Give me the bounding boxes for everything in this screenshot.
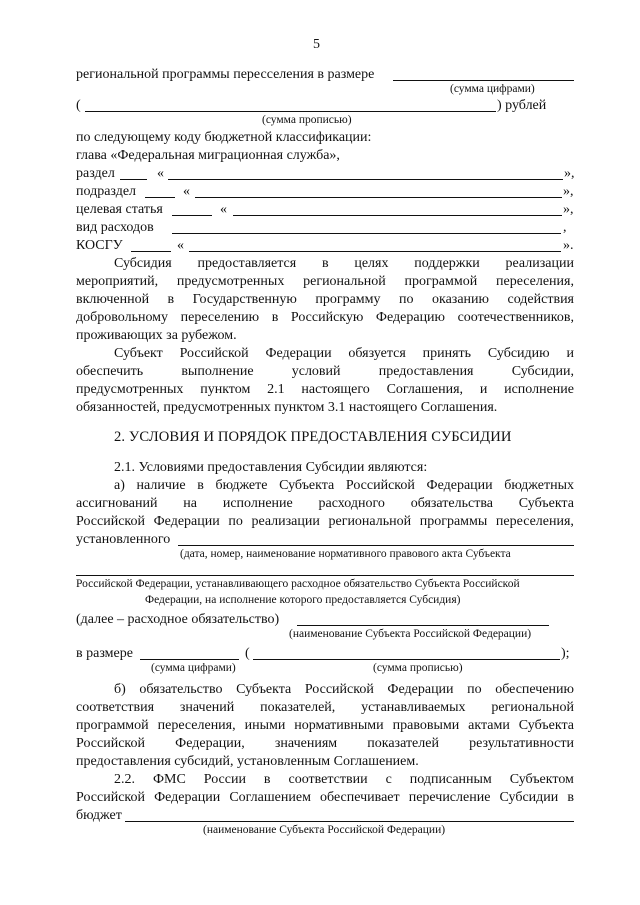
kosgu-label: КОСГУ	[76, 238, 123, 253]
section-2-title: 2. УСЛОВИЯ И ПОРЯДОК ПРЕДОСТАВЛЕНИЯ СУБСИДИИ	[114, 429, 512, 445]
s21-a-line-1: а) наличие в бюджете Субъекта Российской Федерации бюджетных	[114, 478, 574, 493]
s21-b-line-3: программой переселения, иными нормативными правовыми актами Субъекта	[76, 718, 574, 733]
legal-act-field[interactable]	[178, 545, 574, 546]
obligation-line-2: обеспечить выполнение условий предоставления Субсидии,	[76, 364, 574, 379]
amount-digits-hint: (сумма цифрами)	[450, 83, 535, 95]
obligation-line-1: Субъект Российской Федерации обязуется принять Субсидию и	[114, 346, 574, 361]
podrazdel-quote-close: »,	[563, 184, 574, 199]
tselevaya-label: целевая статья	[76, 202, 163, 217]
further-obligation-text: (далее – расходное обязательство)	[76, 612, 280, 627]
subject-name-field[interactable]	[297, 625, 549, 626]
budget-subject-hint: (наименование Субъекта Российской Федерации)	[203, 824, 446, 836]
tselevaya-code-field[interactable]	[172, 215, 212, 216]
established-label: установленного	[76, 532, 171, 547]
razdel-label: раздел	[76, 166, 115, 181]
subject-name-hint: (наименование Субъекта Российской Федерации)	[289, 628, 532, 640]
s21-b-line-4: Российской Федерации, значениям показателей результативности	[76, 736, 574, 751]
obligation-line-4: обязанностей, предусмотренных пунктом 3.1 настоящего Соглашения.	[76, 400, 498, 415]
amount-words-field-2[interactable]	[253, 659, 560, 660]
tselevaya-name-field[interactable]	[233, 215, 562, 216]
s21-a-line-2: ассигнований на исполнение расходного обязательства Субъекта	[76, 496, 574, 511]
subsidy-line-4: добровольному переселению в Российскую Федерацию соотечественников,	[76, 310, 574, 325]
s21-b-line-2: соответствия значений показателей, устанавливаемых региональной	[76, 700, 574, 715]
kosgu-quote-open: «	[177, 238, 184, 253]
amount-intro-text: региональной программы пересселения в размере	[76, 67, 375, 82]
amount-digits-field[interactable]	[393, 80, 574, 81]
budget-label: бюджет	[76, 808, 122, 823]
amount2-paren-open: (	[245, 646, 250, 661]
legal-act-field-2[interactable]	[76, 575, 574, 576]
s22-line-2: Российской Федерации Соглашением обеспечивает перечисление Субсидии в	[76, 790, 574, 805]
rubles-text: ) рублей	[497, 98, 547, 113]
vid-comma: ,	[563, 220, 567, 235]
podrazdel-name-field[interactable]	[195, 197, 562, 198]
bcc-intro: по следующему коду бюджетной классификации:	[76, 130, 372, 145]
budget-subject-field[interactable]	[125, 821, 574, 822]
podrazdel-code-field[interactable]	[145, 197, 175, 198]
legal-act-hint-1: (дата, номер, наименование нормативного правового акта Субъекта	[180, 548, 511, 560]
subsidy-line-2: мероприятий, предусмотренных региональной программой переселения,	[76, 274, 574, 289]
subsidy-line-5: проживающих за рубежом.	[76, 328, 237, 343]
bcc-chapter: глава «Федеральная миграционная служба»,	[76, 148, 340, 163]
s21-a-line-3: Российской Федерации по реализации региональной программы переселения,	[76, 514, 574, 529]
amount2-digits-hint: (сумма цифрами)	[151, 662, 236, 674]
razdel-quote-open: «	[157, 166, 164, 181]
amount-words-hint: (сумма прописью)	[262, 114, 352, 126]
amount-words-field[interactable]	[85, 111, 496, 112]
tselevaya-quote-close: »,	[563, 202, 574, 217]
obligation-line-3: предусмотренных пунктом 2.1 настоящего Соглашения, и исполнение	[76, 382, 574, 397]
vid-field[interactable]	[172, 233, 561, 234]
s22-line-1: 2.2. ФМС России в соответствии с подписанным Субъектом	[114, 772, 574, 787]
s21-b-line-5: предоставления субсидий, установленным Соглашением.	[76, 754, 419, 769]
page-number: 5	[313, 37, 320, 52]
razdel-name-field[interactable]	[168, 179, 563, 180]
amount-digits-field-2[interactable]	[140, 659, 239, 660]
vid-label: вид расходов	[76, 220, 154, 235]
podrazdel-label: подраздел	[76, 184, 137, 199]
kosgu-code-field[interactable]	[131, 251, 171, 252]
in-amount-label: в размере	[76, 646, 133, 661]
kosgu-quote-close: ».	[563, 238, 574, 253]
s21-b-line-1: б) обязательство Субъекта Российской Федерации по обеспечению	[114, 682, 574, 697]
subsidy-line-3: включенной в Государственную программу по оказанию содействия	[76, 292, 574, 307]
legal-act-hint-3: Федерации, на исполнение которого предоставляется Субсидия)	[145, 594, 461, 606]
amount-words-paren-open: (	[76, 98, 81, 113]
kosgu-name-field[interactable]	[189, 251, 561, 252]
legal-act-hint-2: Российской Федерации, устанавливающего расходное обязательство Субъекта Российской	[76, 578, 520, 590]
tselevaya-quote-open: «	[220, 202, 227, 217]
razdel-code-field[interactable]	[120, 179, 147, 180]
podrazdel-quote-open: «	[183, 184, 190, 199]
amount2-paren-close: );	[561, 646, 570, 661]
subsidy-line-1: Субсидия предоставляется в целях поддержки реализации	[114, 256, 574, 271]
amount2-words-hint: (сумма прописью)	[373, 662, 463, 674]
s21-intro: 2.1. Условиями предоставления Субсидии являются:	[114, 460, 428, 475]
razdel-quote-close: »,	[564, 166, 575, 181]
